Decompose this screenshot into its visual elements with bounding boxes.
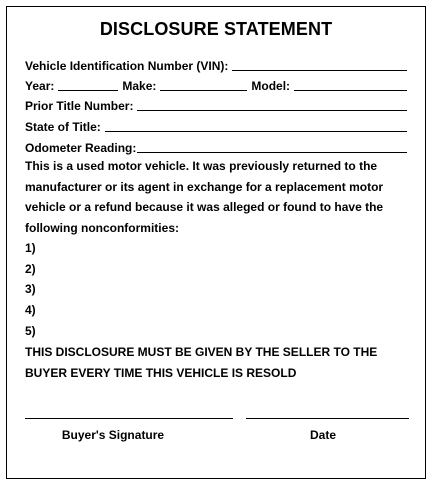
- state-of-title-row: [25, 116, 407, 134]
- statement-paragraph: [25, 156, 407, 238]
- nonconformity-item: 4): [25, 303, 36, 317]
- nonconformity-item: 1): [25, 241, 36, 255]
- model-field[interactable]: [294, 90, 407, 91]
- buyer-signature-line[interactable]: [25, 418, 233, 419]
- statement-line: This is a used motor vehicle. It was previously returned to the: [25, 159, 378, 173]
- disclosure-form: [6, 6, 426, 479]
- date-label: Date: [309, 428, 336, 442]
- nonconformity-item: 2): [25, 262, 36, 276]
- year-field[interactable]: [58, 90, 118, 91]
- statement-line: manufacturer or its agent in exchange for a replacement motor: [25, 179, 384, 194]
- prior-title-field[interactable]: [137, 110, 407, 111]
- statement-line: vehicle or a refund because it was alleged or found to have the: [25, 200, 384, 214]
- prior-title-label: Prior Title Number:: [25, 99, 134, 113]
- vin-row: [25, 55, 407, 73]
- vin-field[interactable]: [232, 70, 407, 71]
- year-label: Year:: [25, 79, 55, 93]
- buyer-signature-label: Buyer's Signature: [61, 428, 165, 442]
- state-of-title-field[interactable]: [105, 131, 407, 132]
- make-field[interactable]: [160, 90, 247, 91]
- statement-line: following nonconformities:: [25, 220, 179, 235]
- notice-line: THIS DISCLOSURE MUST BE GIVEN BY THE SELLER TO THE: [25, 345, 378, 359]
- nonconformity-item: 5): [25, 324, 36, 338]
- notice-line: BUYER EVERY TIME THIS VEHICLE IS RESOLD: [25, 365, 297, 380]
- vin-label: Vehicle Identification Number (VIN):: [25, 59, 229, 73]
- odometer-label: Odometer Reading:: [25, 141, 137, 155]
- state-of-title-label: State of Title:: [25, 120, 101, 134]
- year-make-model-row: [25, 75, 407, 93]
- odometer-field[interactable]: [137, 152, 407, 153]
- resale-notice: [25, 342, 407, 383]
- make-label: Make:: [122, 79, 157, 93]
- date-line[interactable]: [246, 418, 409, 419]
- nonconformity-item: 3): [25, 282, 36, 296]
- prior-title-row: [25, 95, 407, 113]
- odometer-row: [25, 137, 407, 155]
- model-label: Model:: [251, 79, 291, 93]
- form-title: DISCLOSURE STATEMENT: [99, 19, 333, 39]
